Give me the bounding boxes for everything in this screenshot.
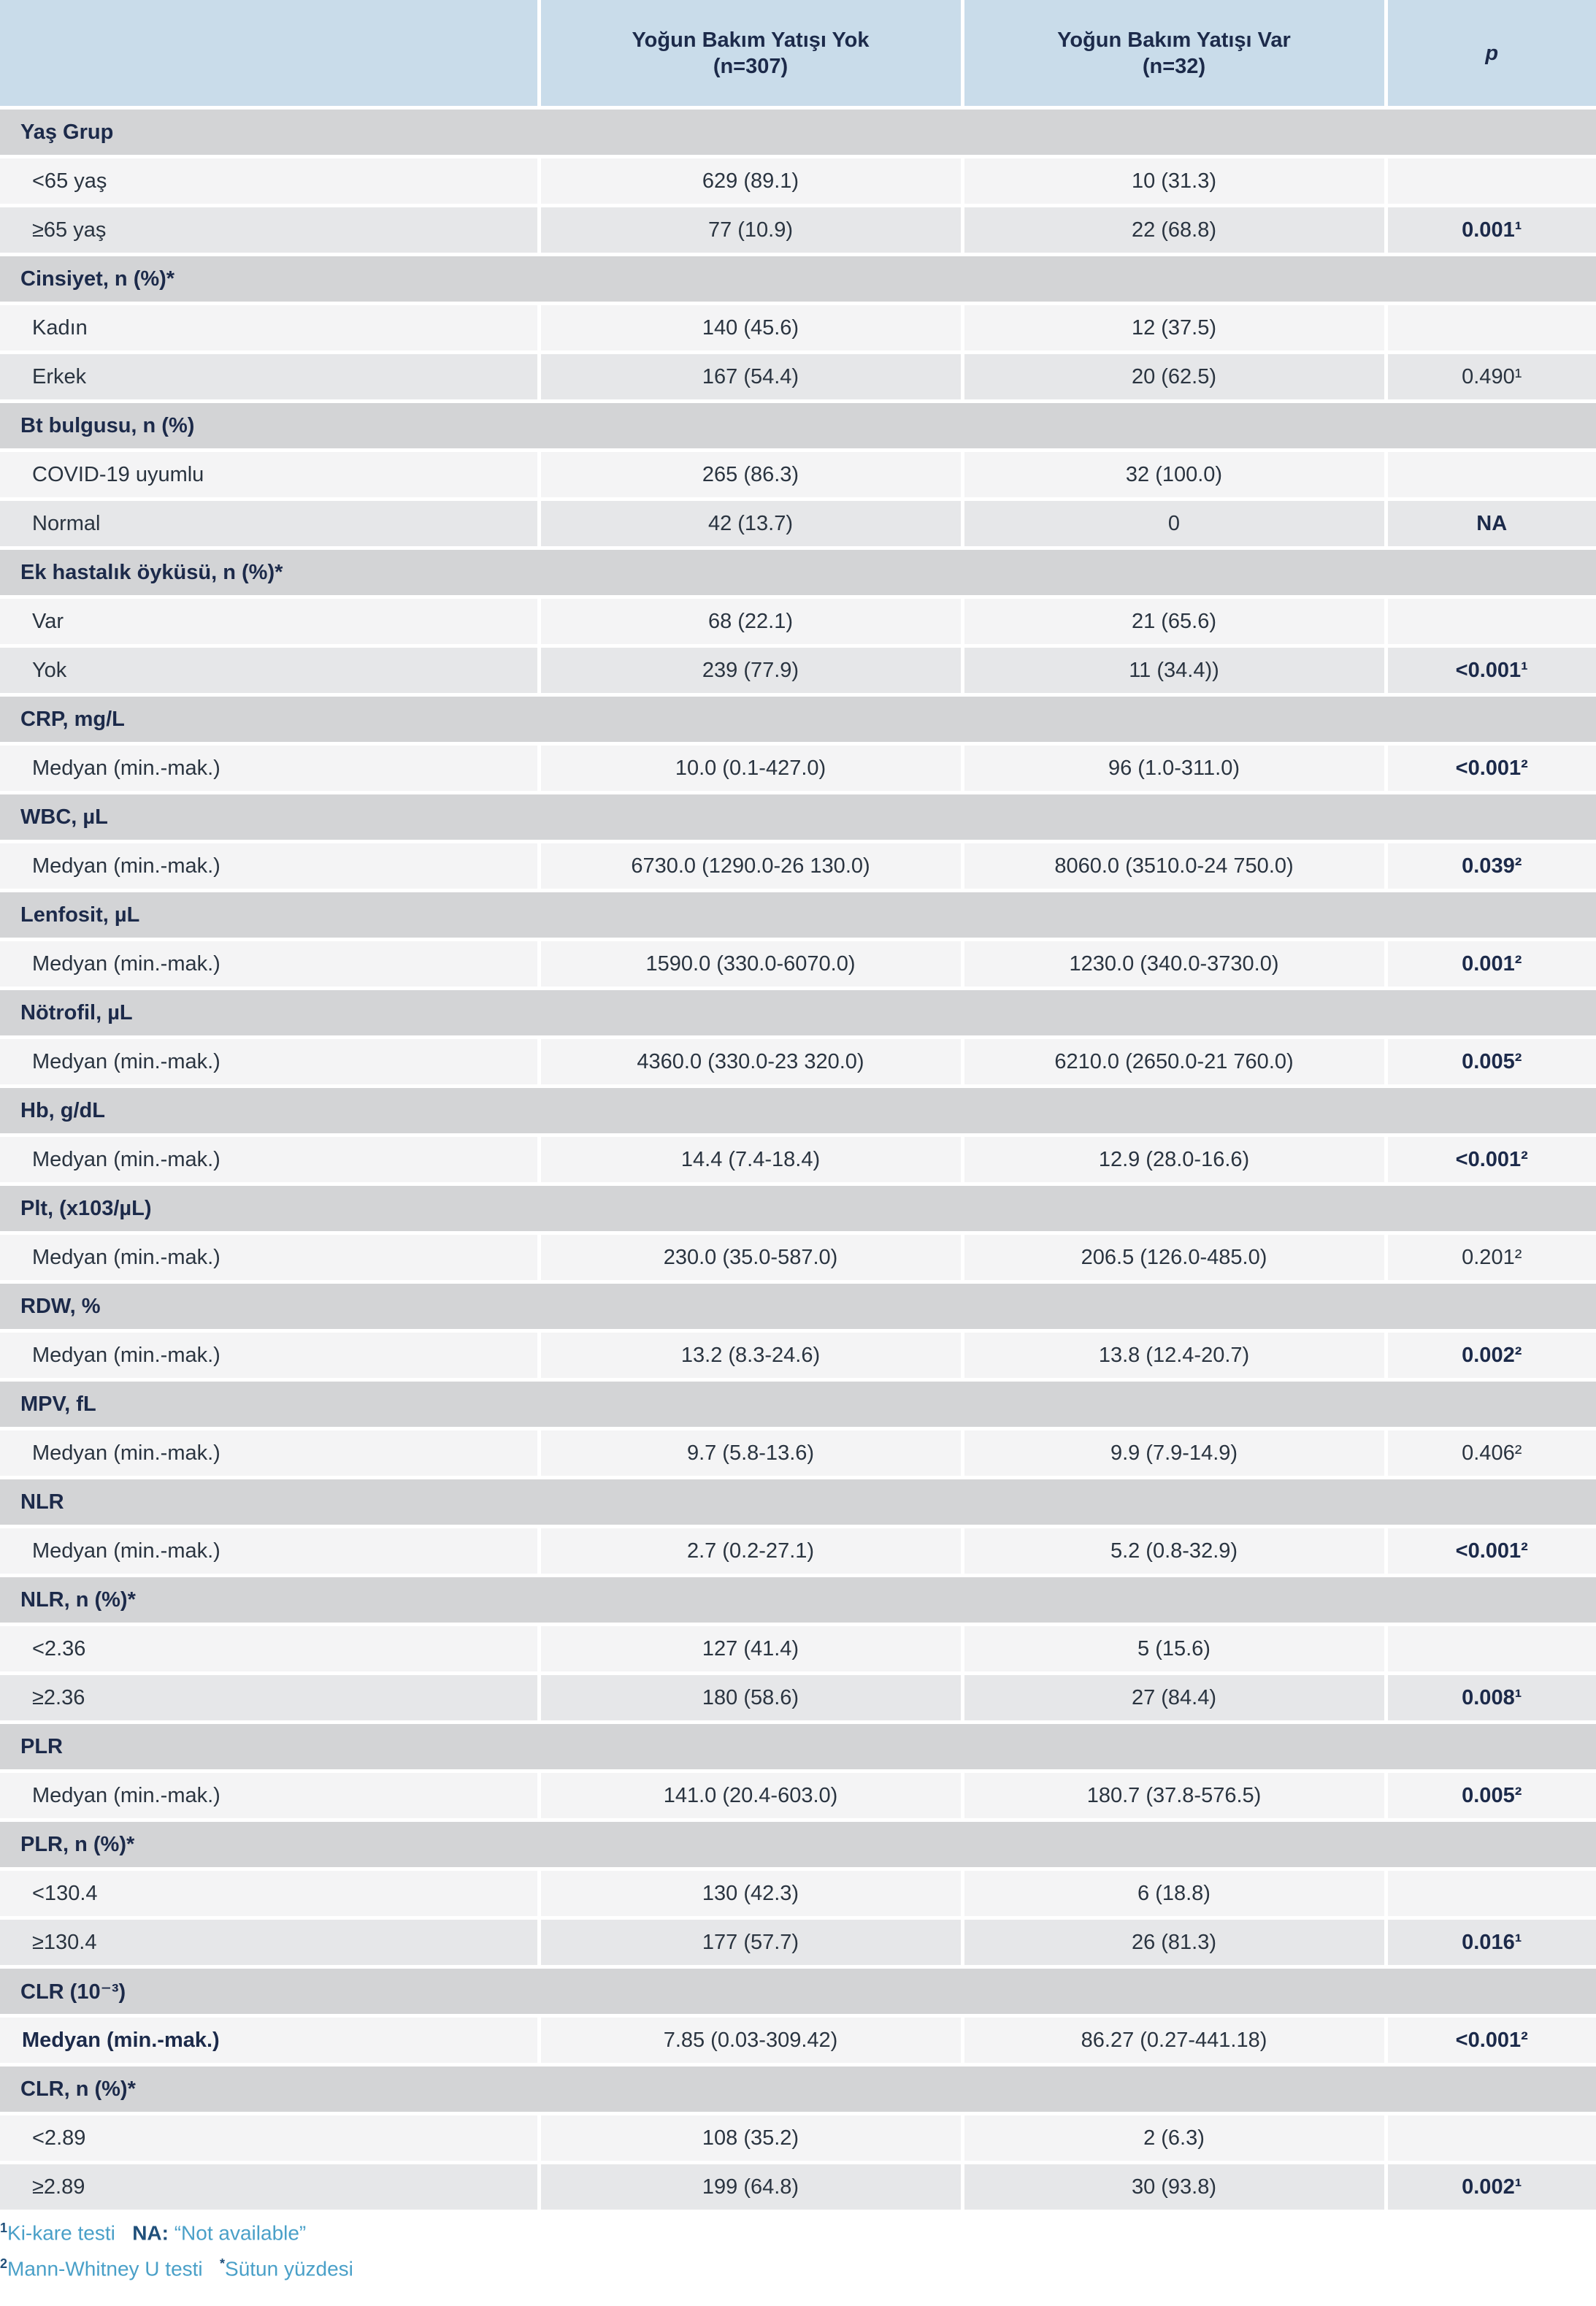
table-row [0, 744, 1596, 793]
table-row [0, 1918, 1596, 1967]
row-label: Medyan (min.-mak.) [0, 1038, 539, 1087]
icu-no-value: 140 (45.6) [539, 304, 962, 353]
p-value [1386, 1625, 1596, 1674]
section-label: Bt bulgusu, n (%) [0, 402, 1596, 451]
table-row [0, 842, 1596, 891]
section-row [0, 793, 1596, 842]
section-row [0, 548, 1596, 597]
icu-no-value: 239 (77.9) [539, 646, 962, 695]
icu-no-value: 230.0 (35.0-587.0) [539, 1233, 962, 1282]
section-row [0, 255, 1596, 304]
row-label: Medyan (min.-mak.) [0, 1429, 539, 1478]
table-row [0, 1771, 1596, 1820]
table-row [0, 353, 1596, 402]
section-label: CLR (10⁻³) [0, 1967, 1596, 2016]
icu-yes-value: 32 (100.0) [962, 451, 1386, 499]
table-row [0, 597, 1596, 646]
row-label: Medyan (min.-mak.) [0, 842, 539, 891]
icu-no-value: 108 (35.2) [539, 2114, 962, 2163]
footnote-line-1 [0, 2213, 353, 2248]
section-label: NLR [0, 1478, 1596, 1527]
p-value: <0.001² [1386, 744, 1596, 793]
section-label: Cinsiyet, n (%)* [0, 255, 1596, 304]
section-row [0, 1380, 1596, 1429]
p-value: NA [1386, 499, 1596, 548]
p-value: 0.406² [1386, 1429, 1596, 1478]
footnote-na-text: “Not available” [174, 2221, 307, 2245]
section-label: Nötrofil, µL [0, 989, 1596, 1038]
p-value: <0.001¹ [1386, 646, 1596, 695]
table-row [0, 2016, 1596, 2065]
icu-yes-value: 9.9 (7.9-14.9) [962, 1429, 1386, 1478]
p-value: 0.039² [1386, 842, 1596, 891]
row-label: <2.36 [0, 1625, 539, 1674]
icu-no-value: 199 (64.8) [539, 2163, 962, 2212]
icu-yes-value: 96 (1.0-311.0) [962, 744, 1386, 793]
icu-yes-value: 5 (15.6) [962, 1625, 1386, 1674]
icu-no-value: 6730.0 (1290.0-26 130.0) [539, 842, 962, 891]
icu-yes-value: 20 (62.5) [962, 353, 1386, 402]
header-icu-yes [962, 0, 1386, 108]
p-value: 0.001² [1386, 940, 1596, 989]
p-value: <0.001² [1386, 2016, 1596, 2065]
row-label: <65 yaş [0, 157, 539, 206]
footnote-na-label: NA: [132, 2221, 169, 2245]
icu-no-value: 167 (54.4) [539, 353, 962, 402]
table-row [0, 646, 1596, 695]
row-label: <130.4 [0, 1869, 539, 1918]
section-row [0, 1820, 1596, 1869]
icu-no-value: 2.7 (0.2-27.1) [539, 1527, 962, 1576]
section-label: PLR [0, 1723, 1596, 1771]
section-row [0, 1282, 1596, 1331]
icu-yes-value: 180.7 (37.8-576.5) [962, 1771, 1386, 1820]
icu-yes-value: 6210.0 (2650.0-21 760.0) [962, 1038, 1386, 1087]
table-row [0, 499, 1596, 548]
p-value: 0.490¹ [1386, 353, 1596, 402]
icu-no-value: 177 (57.7) [539, 1918, 962, 1967]
icu-no-value: 180 (58.6) [539, 1674, 962, 1723]
icu-yes-value: 1230.0 (340.0-3730.0) [962, 940, 1386, 989]
header-icu-yes-title: Yoğun Bakım Yatışı Var [1057, 28, 1291, 52]
header-label-cell [0, 0, 539, 108]
icu-yes-value: 26 (81.3) [962, 1918, 1386, 1967]
icu-yes-value: 11 (34.4)) [962, 646, 1386, 695]
p-value: 0.002² [1386, 1331, 1596, 1380]
section-label: Yaş Grup [0, 108, 1596, 157]
section-label: Hb, g/dL [0, 1087, 1596, 1135]
section-label: CLR, n (%)* [0, 2065, 1596, 2114]
p-value: <0.001² [1386, 1135, 1596, 1184]
table-row [0, 2163, 1596, 2212]
table-header [0, 0, 1596, 108]
p-value [1386, 451, 1596, 499]
table-row [0, 1135, 1596, 1184]
p-value [1386, 597, 1596, 646]
icu-yes-value: 22 (68.8) [962, 206, 1386, 255]
footnote-star-text: Sütun yüzdesi [225, 2257, 353, 2280]
footnote-2-text: Mann-Whitney U testi [7, 2257, 203, 2280]
icu-no-value: 1590.0 (330.0-6070.0) [539, 940, 962, 989]
table-row [0, 1869, 1596, 1918]
table-row [0, 1674, 1596, 1723]
icu-yes-value: 206.5 (126.0-485.0) [962, 1233, 1386, 1282]
icu-yes-value: 12.9 (28.0-16.6) [962, 1135, 1386, 1184]
p-value: 0.008¹ [1386, 1674, 1596, 1723]
footnotes [0, 2213, 353, 2285]
row-label: Yok [0, 646, 539, 695]
icu-yes-value: 10 (31.3) [962, 157, 1386, 206]
p-value: <0.001² [1386, 1527, 1596, 1576]
icu-no-value: 9.7 (5.8-13.6) [539, 1429, 962, 1478]
row-label: Medyan (min.-mak.) [0, 2016, 539, 2065]
section-label: Lenfosit, µL [0, 891, 1596, 940]
p-value [1386, 304, 1596, 353]
p-value [1386, 2114, 1596, 2163]
footnote-star-marker: * [220, 2256, 226, 2272]
table-row [0, 1233, 1596, 1282]
icu-no-value: 77 (10.9) [539, 206, 962, 255]
table-row [0, 1527, 1596, 1576]
table-row [0, 940, 1596, 989]
section-label: RDW, % [0, 1282, 1596, 1331]
row-label: Medyan (min.-mak.) [0, 1233, 539, 1282]
table-row [0, 1331, 1596, 1380]
p-value [1386, 157, 1596, 206]
section-row [0, 1478, 1596, 1527]
icu-yes-value: 86.27 (0.27-441.18) [962, 2016, 1386, 2065]
row-label: COVID-19 uyumlu [0, 451, 539, 499]
icu-yes-value: 12 (37.5) [962, 304, 1386, 353]
icu-no-value: 7.85 (0.03-309.42) [539, 2016, 962, 2065]
row-label: ≥65 yaş [0, 206, 539, 255]
row-label: Kadın [0, 304, 539, 353]
icu-yes-value: 0 [962, 499, 1386, 548]
section-row [0, 2065, 1596, 2114]
section-row [0, 402, 1596, 451]
row-label: Medyan (min.-mak.) [0, 1331, 539, 1380]
section-label: Plt, (x103/µL) [0, 1184, 1596, 1233]
icu-no-value: 265 (86.3) [539, 451, 962, 499]
icu-no-value: 127 (41.4) [539, 1625, 962, 1674]
table-row [0, 451, 1596, 499]
row-label: Medyan (min.-mak.) [0, 744, 539, 793]
row-label: Medyan (min.-mak.) [0, 940, 539, 989]
table-row [0, 1429, 1596, 1478]
p-value: 0.201² [1386, 1233, 1596, 1282]
header-icu-no [539, 0, 962, 108]
row-label: Medyan (min.-mak.) [0, 1771, 539, 1820]
p-value: 0.005² [1386, 1771, 1596, 1820]
section-label: NLR, n (%)* [0, 1576, 1596, 1625]
icu-yes-value: 5.2 (0.8-32.9) [962, 1527, 1386, 1576]
icu-yes-value: 8060.0 (3510.0-24 750.0) [962, 842, 1386, 891]
icu-no-value: 14.4 (7.4-18.4) [539, 1135, 962, 1184]
icu-yes-value: 27 (84.4) [962, 1674, 1386, 1723]
footnote-1-marker: 1 [0, 2221, 8, 2235]
icu-no-value: 10.0 (0.1-427.0) [539, 744, 962, 793]
icu-no-value: 13.2 (8.3-24.6) [539, 1331, 962, 1380]
table-row [0, 1038, 1596, 1087]
row-label: Var [0, 597, 539, 646]
icu-no-value: 130 (42.3) [539, 1869, 962, 1918]
p-value: 0.016¹ [1386, 1918, 1596, 1967]
row-label: ≥2.89 [0, 2163, 539, 2212]
table-row [0, 157, 1596, 206]
icu-no-value: 629 (89.1) [539, 157, 962, 206]
header-icu-no-count: (n=307) [713, 54, 789, 78]
icu-yes-value: 30 (93.8) [962, 2163, 1386, 2212]
p-value: 0.002¹ [1386, 2163, 1596, 2212]
footnote-1-text: Ki-kare testi [7, 2221, 115, 2245]
row-label: ≥130.4 [0, 1918, 539, 1967]
row-label: Medyan (min.-mak.) [0, 1135, 539, 1184]
section-label: PLR, n (%)* [0, 1820, 1596, 1869]
section-row [0, 1967, 1596, 2016]
section-row [0, 695, 1596, 744]
p-value [1386, 1869, 1596, 1918]
icu-yes-value: 21 (65.6) [962, 597, 1386, 646]
icu-no-value: 141.0 (20.4-603.0) [539, 1771, 962, 1820]
section-label: Ek hastalık öyküsü, n (%)* [0, 548, 1596, 597]
row-label: Medyan (min.-mak.) [0, 1527, 539, 1576]
section-row [0, 1184, 1596, 1233]
table-body [0, 108, 1596, 2212]
icu-yes-value: 6 (18.8) [962, 1869, 1386, 1918]
section-row [0, 989, 1596, 1038]
section-label: WBC, µL [0, 793, 1596, 842]
icu-no-value: 42 (13.7) [539, 499, 962, 548]
table-row [0, 2114, 1596, 2163]
footnote-line-2 [0, 2248, 353, 2284]
row-label: ≥2.36 [0, 1674, 539, 1723]
table-row [0, 206, 1596, 255]
section-row [0, 1723, 1596, 1771]
icu-yes-value: 2 (6.3) [962, 2114, 1386, 2163]
section-row [0, 1087, 1596, 1135]
icu-yes-value: 13.8 (12.4-20.7) [962, 1331, 1386, 1380]
row-label: Erkek [0, 353, 539, 402]
table-row [0, 1625, 1596, 1674]
p-value: 0.005² [1386, 1038, 1596, 1087]
table-row [0, 304, 1596, 353]
header-icu-yes-count: (n=32) [1142, 54, 1206, 78]
row-label: <2.89 [0, 2114, 539, 2163]
footnote-2-marker: 2 [0, 2256, 8, 2272]
section-label: CRP, mg/L [0, 695, 1596, 744]
header-icu-no-title: Yoğun Bakım Yatışı Yok [632, 28, 870, 52]
header-p-value: p [1386, 0, 1596, 108]
header-row [0, 0, 1596, 108]
section-row [0, 1576, 1596, 1625]
icu-no-value: 68 (22.1) [539, 597, 962, 646]
section-row [0, 108, 1596, 157]
row-label: Normal [0, 499, 539, 548]
section-label: MPV, fL [0, 1380, 1596, 1429]
section-row [0, 891, 1596, 940]
p-value: 0.001¹ [1386, 206, 1596, 255]
icu-no-value: 4360.0 (330.0-23 320.0) [539, 1038, 962, 1087]
